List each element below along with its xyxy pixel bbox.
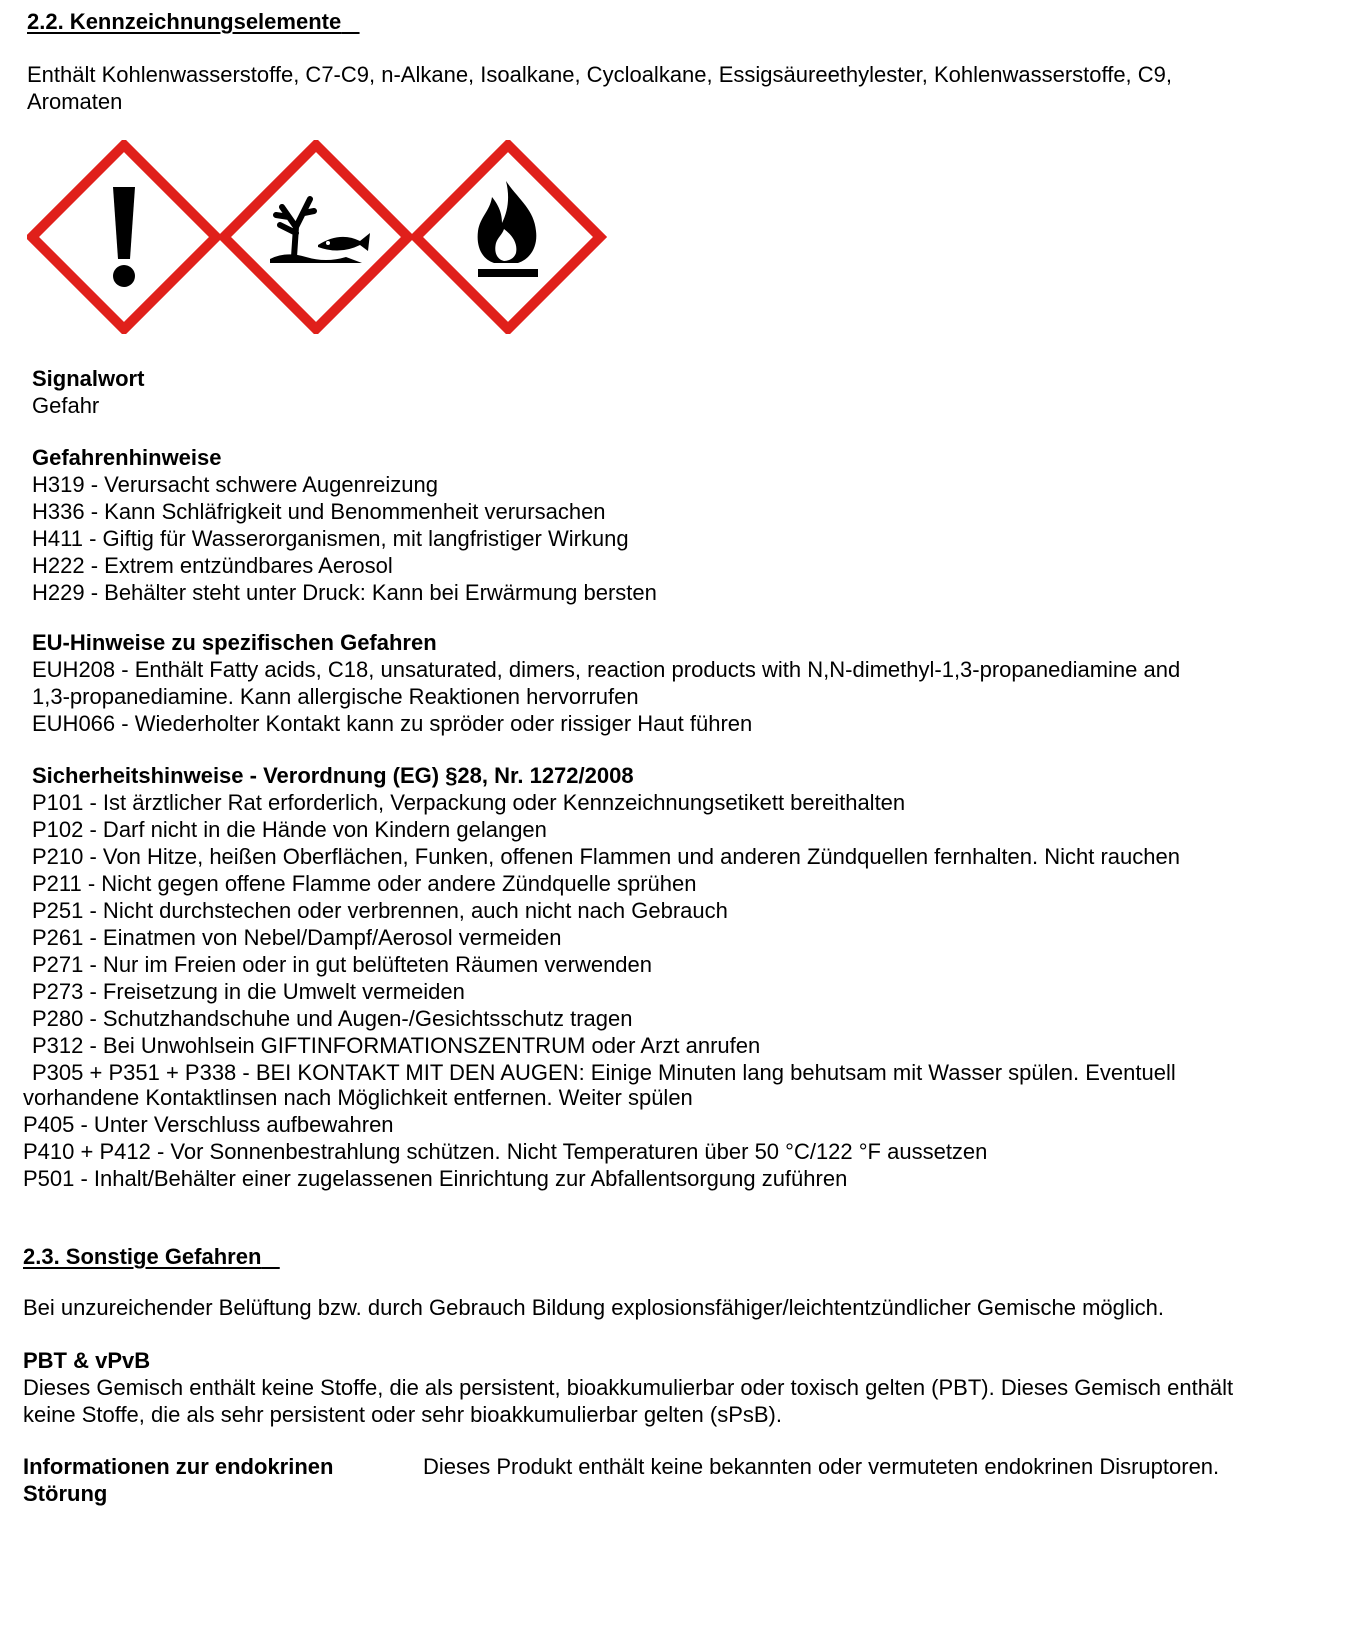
precaution-item: P410 + P412 - Vor Sonnenbestrahlung schützen. Nicht Temperaturen über 50 °C/122 °F aussetzen: [23, 1139, 988, 1164]
hazard-item: H411 - Giftig für Wasserorganismen, mit langfristiger Wirkung: [32, 526, 629, 551]
contains-text: [27, 61, 1172, 115]
contains-line-1: Enthält Kohlenwasserstoffe, C7-C9, n-Alkane, Isoalkane, Cycloalkane, Essigsäureethylester, Kohlenwasserstoffe, C9,: [27, 62, 1173, 87]
precaution-item: P271 - Nur im Freien oder in gut belüfteten Räumen verwenden: [32, 952, 653, 977]
eu-item: 1,3-propanediamine. Kann allergische Reaktionen hervorrufen: [32, 684, 639, 709]
section-22-heading: 2.2. Kennzeichnungselemente: [27, 9, 342, 34]
precaution-item: P261 - Einatmen von Nebel/Dampf/Aerosol vermeiden: [32, 925, 562, 950]
signal-word-value: Gefahr: [32, 393, 100, 418]
section-23-text: Bei unzureichender Belüftung bzw. durch Gebrauch Bildung explosionsfähiger/leichtentzündlicher Gemische möglich.: [23, 1295, 1164, 1320]
precaution-label: Sicherheitshinweise - Verordnung (EG) §28, Nr. 1272/2008: [32, 763, 634, 788]
precaution-item: P101 - Ist ärztlicher Rat erforderlich, Verpackung oder Kennzeichnungsetikett bereithalten: [32, 790, 906, 815]
endocrine-text: Dieses Produkt enthält keine bekannten oder vermuteten endokrinen Disruptoren.: [423, 1454, 1220, 1479]
precaution-item: vorhandene Kontaktlinsen nach Möglichkeit entfernen. Weiter spülen: [23, 1085, 693, 1110]
hazard-item: H222 - Extrem entzündbares Aerosol: [32, 553, 393, 578]
precautionary-statements: [32, 762, 1180, 1086]
hazard-item: H319 - Verursacht schwere Augenreizung: [32, 472, 439, 497]
endocrine-label-line-2: Störung: [23, 1481, 108, 1506]
flame-icon: [416, 145, 600, 329]
endocrine-label: [23, 1453, 333, 1507]
eu-item: EUH066 - Wiederholter Kontakt kann zu spröder oder rissiger Haut führen: [32, 711, 753, 736]
precaution-item: P102 - Darf nicht in die Hände von Kindern gelangen: [32, 817, 547, 842]
precaution-item: P280 - Schutzhandschuhe und Augen-/Gesichtsschutz tragen: [32, 1006, 633, 1031]
precaution-item: P501 - Inhalt/Behälter einer zugelassenen Einrichtung zur Abfallentsorgung zuführen: [23, 1166, 848, 1191]
hazard-item: H336 - Kann Schläfrigkeit und Benommenheit verursachen: [32, 499, 606, 524]
precaution-item: P312 - Bei Unwohlsein GIFTINFORMATIONSZENTRUM oder Arzt anrufen: [32, 1033, 761, 1058]
precaution-item: P305 + P351 + P338 - BEI KONTAKT MIT DEN AUGEN: Einige Minuten lang behutsam mit Wasser spülen. Eventuell: [32, 1060, 1176, 1085]
pbt-label: PBT & vPvB: [23, 1348, 151, 1373]
precaution-item: P251 - Nicht durchstechen oder verbrennen, auch nicht nach Gebrauch: [32, 898, 728, 923]
endocrine-label-line-1: Informationen zur endokrinen: [23, 1454, 334, 1479]
pbt-line-1: Dieses Gemisch enthält keine Stoffe, die als persistent, bioakkumulierbar oder toxisch gelten (PBT). Dieses Gemisch enthält: [23, 1375, 1234, 1400]
environment-hazard-icon: [224, 145, 408, 329]
pbt-line-2: keine Stoffe, die als sehr persistent oder sehr bioakkumulierbar gelten (sPsB).: [23, 1402, 782, 1427]
eu-label: EU-Hinweise zu spezifischen Gefahren: [32, 630, 437, 655]
hazard-statements: [32, 444, 657, 606]
section-23-heading: 2.3. Sonstige Gefahren: [23, 1244, 262, 1269]
hazard-label: Gefahrenhinweise: [32, 445, 222, 470]
exclamation-mark-icon: [32, 145, 216, 329]
precaution-item: P211 - Nicht gegen offene Flamme oder andere Zündquelle sprühen: [32, 871, 697, 896]
signal-word-label: Signalwort: [32, 366, 145, 391]
eu-statements: [32, 629, 1180, 737]
ghs-pictograms: [27, 140, 607, 334]
pbt-block: [23, 1347, 1233, 1428]
hazard-item: H229 - Behälter steht unter Druck: Kann bei Erwärmung bersten: [32, 580, 657, 605]
precautionary-statements-continued: [23, 1084, 987, 1192]
signal-word-block: [32, 365, 144, 419]
precaution-item: P405 - Unter Verschluss aufbewahren: [23, 1112, 394, 1137]
precaution-item: P273 - Freisetzung in die Umwelt vermeiden: [32, 979, 465, 1004]
precaution-item: P210 - Von Hitze, heißen Oberflächen, Funken, offenen Flammen und anderen Zündquellen fernhalten. Nicht rauchen: [32, 844, 1180, 869]
eu-item: EUH208 - Enthält Fatty acids, C18, unsaturated, dimers, reaction products with N,N-dimethyl-1,3-propanediamine and: [32, 657, 1181, 682]
contains-line-2: Aromaten: [27, 89, 123, 114]
